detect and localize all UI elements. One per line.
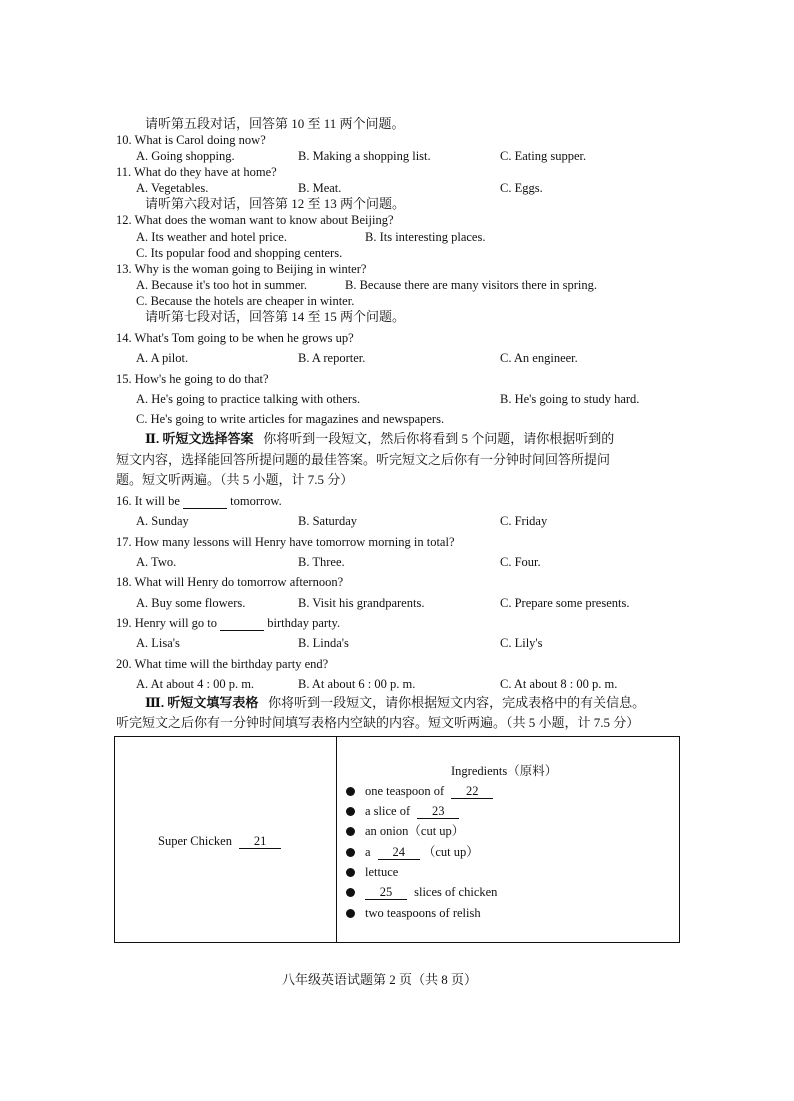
q11-stem: 11. What do they have at home?	[116, 165, 277, 179]
q15-option-b: B. He's going to study hard.	[500, 392, 640, 406]
q11-option-a: A. Vegetables.	[136, 181, 209, 195]
part2-instructions-1: 你将听到一段短文，然后你将看到 5 个问题，请你根据听到的	[263, 431, 615, 446]
q17-option-a: A. Two.	[136, 555, 177, 569]
ingredient-text: one teaspoon of	[365, 784, 445, 798]
q16-blank[interactable]	[183, 494, 227, 509]
q11-option-b: B. Meat.	[298, 181, 342, 195]
q12-option-b: B. Its interesting places.	[365, 230, 486, 244]
super-chicken-label: Super Chicken	[158, 834, 232, 848]
bullet-icon	[346, 848, 355, 857]
blank-21[interactable]: 21	[239, 834, 281, 849]
q17-option-c: C. Four.	[500, 555, 541, 569]
ingredient-text: a slice of	[365, 804, 411, 818]
table-divider	[336, 737, 337, 942]
recipe-table	[114, 736, 680, 943]
q10-option-b: B. Making a shopping list.	[298, 149, 431, 163]
ingredient-item-4	[346, 844, 479, 860]
q16-option-b: B. Saturday	[298, 514, 358, 528]
section-five-intro: 请听第五段对话，回答第 10 至 11 两个问题。	[145, 116, 405, 131]
q19-option-a: A. Lisa's	[136, 636, 180, 650]
part3-instructions-1: 你将听到一段短文，请你根据短文内容，完成表格中的有关信息。	[268, 695, 646, 710]
part2-first-line	[145, 431, 614, 447]
q20-option-b: B. At about 6 : 00 p. m.	[298, 677, 416, 691]
part3-first-line	[145, 695, 645, 711]
ingredient-item-1	[346, 783, 493, 799]
bullet-icon	[346, 787, 355, 796]
q20-option-a: A. At about 4 : 00 p. m.	[136, 677, 255, 691]
ingredient-item-5	[346, 864, 398, 880]
q14-option-b: B. A reporter.	[298, 351, 366, 365]
q14-option-a: A. A pilot.	[136, 351, 189, 365]
part2-instructions-3: 题。短文听两遍。（共 5 小题，计 7.5 分）	[116, 472, 354, 487]
q19-option-b: B. Linda's	[298, 636, 349, 650]
q14-option-c: C. An engineer.	[500, 351, 578, 365]
q10-option-a: A. Going shopping.	[136, 149, 235, 163]
ingredient-text: lettuce	[365, 865, 399, 879]
q13-stem: 13. Why is the woman going to Beijing in winter?	[116, 262, 367, 276]
section-seven-intro: 请听第七段对话，回答第 14 至 15 两个问题。	[145, 309, 406, 324]
ingredient-item-7	[346, 905, 481, 921]
bullet-icon	[346, 827, 355, 836]
q16-stem	[116, 493, 282, 509]
q12-option-a: A. Its weather and hotel price.	[136, 230, 287, 244]
blank-24[interactable]: 24	[378, 845, 420, 860]
bullet-icon	[346, 888, 355, 897]
q12-option-c: C. Its popular food and shopping centers.	[136, 246, 343, 260]
blank-22[interactable]: 22	[451, 784, 493, 799]
page-footer: 八年级英语试题第 2 页（共 8 页）	[282, 972, 478, 987]
q10-option-c: C. Eating supper.	[500, 149, 587, 163]
q19-stem	[116, 615, 340, 631]
ingredient-text-after: （cut up）	[422, 845, 479, 859]
q13-option-c: C. Because the hotels are cheaper in winter.	[136, 294, 355, 308]
q12-stem: 12. What does the woman want to know about Beijing?	[116, 213, 394, 227]
q20-stem: 20. What time will the birthday party end?	[116, 657, 329, 671]
ingredient-text-after: slices of chicken	[414, 885, 498, 899]
q18-stem: 18. What will Henry do tomorrow afternoon?	[116, 575, 344, 589]
ingredient-item-6	[346, 884, 497, 900]
q18-option-c: C. Prepare some presents.	[500, 596, 630, 610]
q15-stem: 15. How's he going to do that?	[116, 372, 269, 386]
q16-stem-before: 16. It will be	[116, 494, 180, 508]
ingredients-header: Ingredients（原料）	[451, 764, 558, 778]
q15-option-a: A. He's going to practice talking with others.	[136, 392, 361, 406]
ingredient-item-2	[346, 803, 459, 819]
blank-25[interactable]: 25	[365, 885, 407, 900]
ingredient-text: a	[365, 845, 371, 859]
bullet-icon	[346, 868, 355, 877]
q13-option-a: A. Because it's too hot in summer.	[136, 278, 307, 292]
section-six-intro: 请听第六段对话，回答第 12 至 13 两个问题。	[145, 196, 406, 211]
q16-option-c: C. Friday	[500, 514, 548, 528]
ingredient-item-3	[346, 823, 464, 839]
q16-option-a: A. Sunday	[136, 514, 189, 528]
part2-instructions-2: 短文内容，选择能回答所提问题的最佳答案。听完短文之后你有一分钟时间回答所提问	[116, 452, 611, 467]
q19-stem-before: 19. Henry will go to	[116, 616, 218, 630]
super-chicken-cell	[158, 833, 281, 849]
bullet-icon	[346, 909, 355, 918]
q18-option-a: A. Buy some flowers.	[136, 596, 246, 610]
q10-stem: 10. What is Carol doing now?	[116, 133, 266, 147]
q19-option-c: C. Lily's	[500, 636, 543, 650]
q11-option-c: C. Eggs.	[500, 181, 543, 195]
q18-option-b: B. Visit his grandparents.	[298, 596, 425, 610]
q17-stem: 17. How many lessons will Henry have tomorrow morning in total?	[116, 535, 455, 549]
part3-instructions-2: 听完短文之后你有一分钟时间填写表格内空缺的内容。短文听两遍。（共 5 小题，计 7.5 分）	[116, 715, 640, 730]
q17-option-b: B. Three.	[298, 555, 345, 569]
blank-23[interactable]: 23	[417, 804, 459, 819]
q14-stem: 14. What's Tom going to be when he grows up?	[116, 331, 354, 345]
q19-stem-after: birthday party.	[267, 616, 341, 630]
part3-heading: Ⅲ. 听短文填写表格	[145, 695, 259, 710]
ingredient-text: two teaspoons of relish	[365, 906, 481, 920]
part2-heading: Ⅱ. 听短文选择答案	[145, 431, 254, 446]
q15-option-c: C. He's going to write articles for magazines and newspapers.	[136, 412, 445, 426]
q16-stem-after: tomorrow.	[230, 494, 282, 508]
q19-blank[interactable]	[220, 616, 264, 631]
q20-option-c: C. At about 8 : 00 p. m.	[500, 677, 618, 691]
ingredient-text: an onion（cut up）	[365, 824, 465, 838]
bullet-icon	[346, 807, 355, 816]
q13-option-b: B. Because there are many visitors there in spring.	[345, 278, 598, 292]
